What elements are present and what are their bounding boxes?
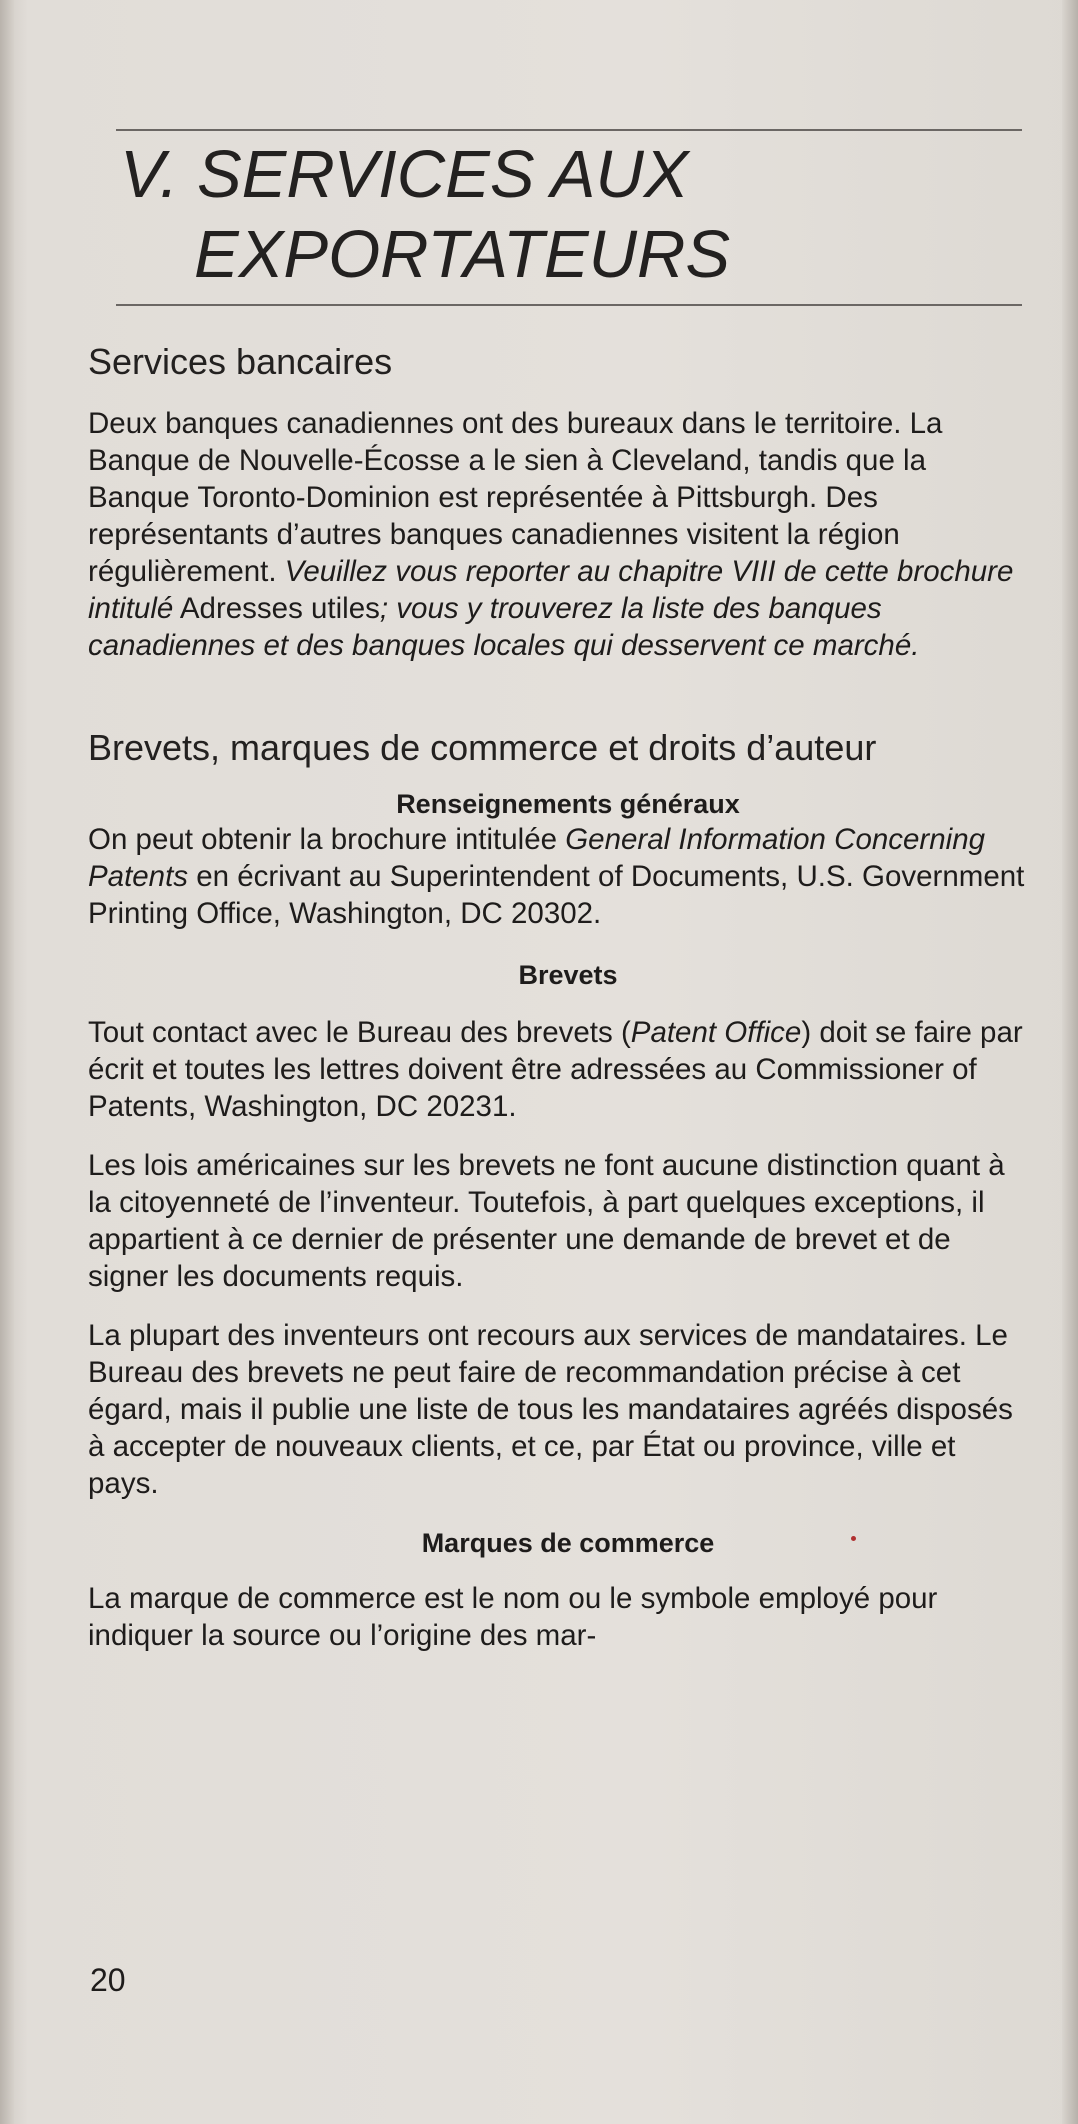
section-title-patents: Brevets, marques de commerce et droits d’auteur (88, 727, 877, 768)
title-rule-top (116, 129, 1022, 131)
banking-italic-1: Veuillez vous reporter au chapitre VIII de cette brochure intitulé (88, 555, 1014, 625)
subheading-brevets: Brevets (518, 960, 618, 990)
subheading-marques: Marques de commerce (421, 1528, 715, 1558)
page-number: 20 (90, 1962, 126, 1998)
general-paragraph (88, 821, 1028, 932)
banking-italic-2: ; vous y trouverez la liste des banques canadiennes et des banques locales qui desservent ce marché. (88, 592, 920, 662)
chapter-title-line1: V. SERVICES AUX (120, 137, 689, 212)
brevets-p1-post: ) doit se faire par écrit et toutes les lettres doivent être adressées au Commissioner of Patents, Washington, DC 20231. (88, 1016, 1023, 1123)
banking-paragraph (88, 405, 1028, 664)
brevets-p1-pre: Tout contact avec le Bureau des brevets ( (88, 1016, 631, 1049)
banking-text: Deux banques canadiennes ont des bureaux dans le territoire. La Banque de Nouvelle-Écosse a le sien à Cleveland, tandis que la Banque Toronto-Dominion est représentée à Pittsburgh. Des représentants d’autres banques canadiennes visitent la région régulièrement. (88, 407, 943, 588)
general-text-italic: General Information Concerning Patents (88, 823, 986, 893)
brevets-paragraph-1 (88, 1014, 1028, 1125)
ink-speck (851, 1536, 856, 1541)
brevets-paragraph-3: La plupart des inventeurs ont recours aux services de mandataires. Le Bureau des brevets ne peut faire de recommandation précise à cet égard, mais il publie une liste de tous les mandataires agréés disposés à accepter de nouveaux clients, et ce, par État ou province, ville et pays. (88, 1319, 1013, 1500)
page-edge-right (1062, 0, 1078, 2124)
brevets-paragraph-2: Les lois américaines sur les brevets ne font aucune distinction quant à la citoyenneté de l’inventeur. Toutefois, à part quelques exceptions, il appartient à ce dernier de présenter une demande de brevet et de signer les documents requis. (88, 1149, 1005, 1293)
title-rule-bottom (116, 304, 1022, 306)
brevets-p1-italic: Patent Office (630, 1016, 802, 1049)
subheading-general: Renseignements généraux (396, 789, 740, 819)
chapter-title (120, 135, 1020, 295)
chapter-title-line2: EXPORTATEURS (194, 217, 731, 292)
section-title-banking: Services bancaires (88, 341, 393, 382)
banking-reference: Adresses utiles (179, 592, 380, 625)
general-text-pre: On peut obtenir la brochure intitulée (88, 823, 558, 856)
page-edge-left (0, 0, 14, 2124)
general-text-post: en écrivant au Superintendent of Documents, U.S. Government Printing Office, Washington, DC 20302. (88, 860, 1025, 930)
body-content (88, 340, 1028, 1654)
marques-paragraph-1: La marque de commerce est le nom ou le symbole employé pour indiquer la source ou l’origine des mar- (88, 1582, 938, 1652)
